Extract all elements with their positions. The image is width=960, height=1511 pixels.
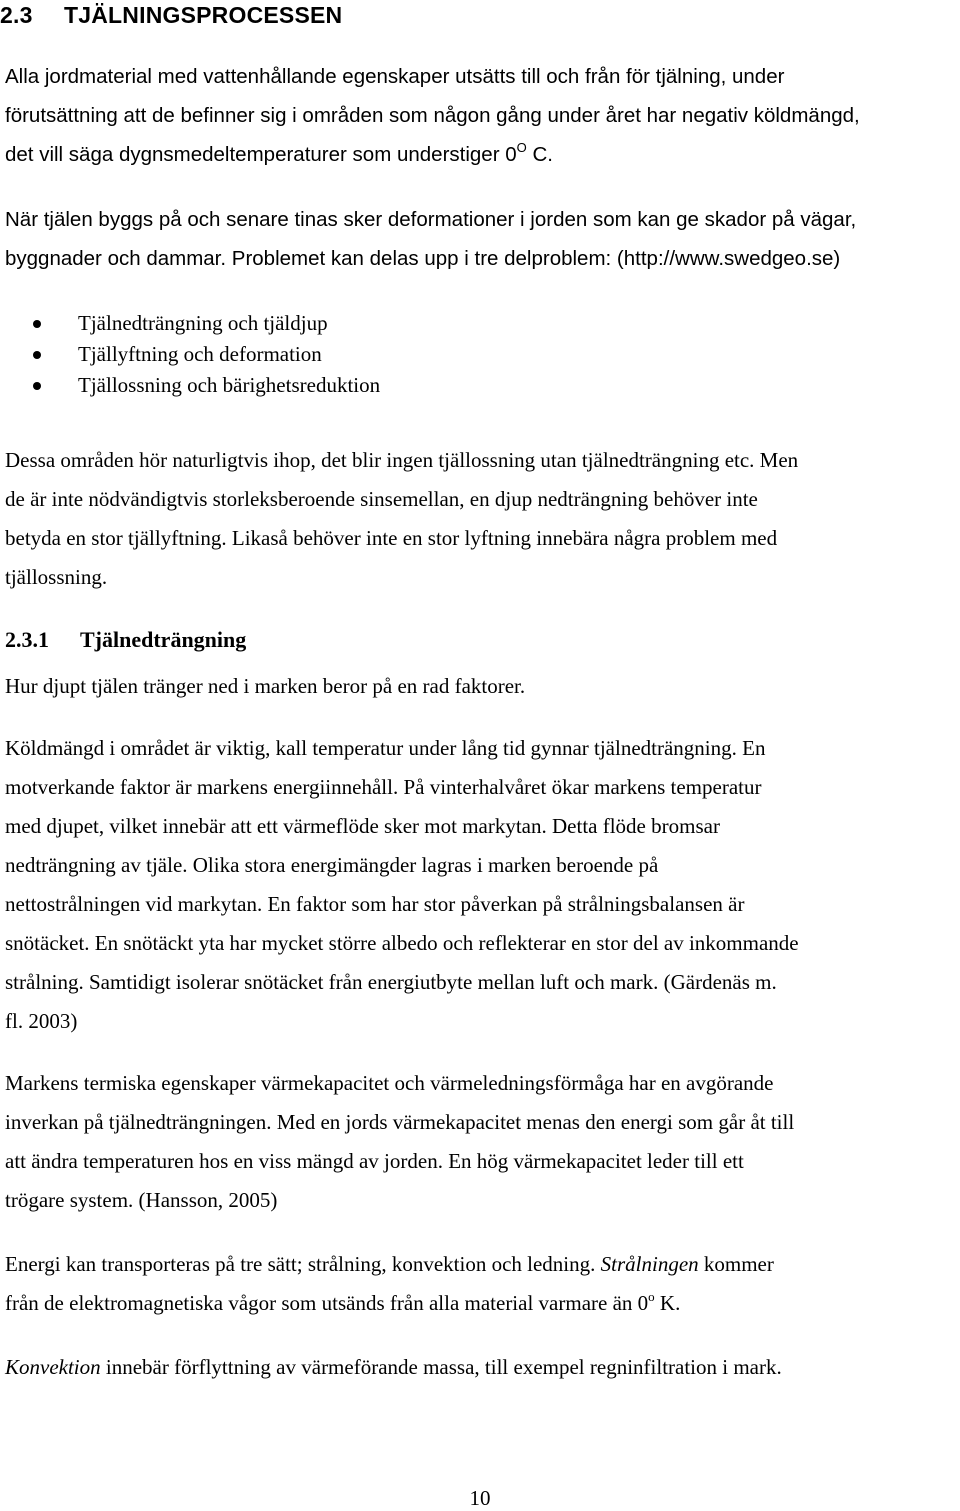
intro-paragraph-1 (5, 57, 957, 174)
emphasis-term: Strålningen (600, 1252, 699, 1276)
list-item-label: Tjällyftning och deformation (78, 342, 322, 366)
paragraph-8 (5, 1348, 957, 1387)
paragraph-6 (5, 1064, 957, 1220)
subsection-heading (5, 622, 246, 658)
text-line: det vill säga dygnsmedeltemperaturer som understiger 0 (5, 143, 517, 166)
subsection-number: 2.3.1 (5, 627, 49, 652)
section-number: 2.3 (0, 2, 33, 28)
text-line: strålning. Samtidigt isolerar snötäcket från energiutbyte mellan luft och mark. (Gärdenäs m. (5, 970, 777, 994)
subsection-title: Tjälnedträngning (80, 627, 247, 652)
text-line: Dessa områden hör naturligtvis ihop, det blir ingen tjällossning utan tjälnedträngning etc. Men (5, 448, 799, 472)
text-line: kommer (698, 1252, 774, 1276)
list-item-label: Tjälnedträngning och tjäldjup (78, 311, 328, 335)
section-heading (0, 2, 342, 29)
list-item-label: Tjällossning och bärighetsreduktion (78, 373, 381, 397)
text-line: K. (654, 1291, 681, 1315)
text-line: fl. 2003) (5, 1009, 78, 1033)
paragraph-7 (5, 1245, 957, 1323)
bullet-icon (33, 382, 41, 390)
text-line: När tjälen byggs på och senare tinas sker deformationer i jorden som kan ge skador på vägar, (5, 208, 857, 231)
bullet-icon (33, 320, 41, 328)
paragraph-5 (5, 729, 957, 1041)
text-line: C. (526, 143, 553, 166)
text-line: förutsättning att de befinner sig i områden som någon gång under året har negativ köldmängd, (5, 104, 860, 127)
bullet-icon (33, 351, 41, 359)
text-line: Alla jordmaterial med vattenhållande egenskaper utsätts till och från för tjälning, under (5, 65, 785, 88)
subproblem-list (0, 308, 380, 401)
list-item (0, 339, 380, 370)
text-line: byggnader och dammar. Problemet kan delas upp i tre delproblem: (http://www.swedgeo.se) (5, 247, 841, 270)
text-line: Energi kan transporteras på tre sätt; strålning, konvektion och ledning. (5, 1252, 601, 1276)
text-line: Hur djupt tjälen tränger ned i marken beror på en rad faktorer. (5, 674, 526, 698)
text-line: att ändra temperaturen hos en viss mängd av jorden. En hög värmekapacitet leder till ett (5, 1149, 744, 1173)
degree-superscript: O (516, 140, 527, 155)
text-line: betyda en stor tjällyftning. Likaså behöver inte en stor lyftning innebära några problem med (5, 526, 778, 550)
text-line: Köldmängd i området är viktig, kall temperatur under lång tid gynnar tjälnedträngning. En (5, 736, 766, 760)
page-number: 10 (469, 1486, 491, 1510)
text-line: tjällossning. (5, 565, 108, 589)
text-line: nedträngning av tjäle. Olika stora energimängder lagras i marken beroende på (5, 853, 659, 877)
text-line: trögare system. (Hansson, 2005) (5, 1188, 278, 1212)
list-item (0, 370, 380, 401)
text-line: snötäcket. En snötäckt yta har mycket större albedo och reflekterar en stor del av inkommande (5, 931, 799, 955)
intro-paragraph-2 (5, 200, 957, 278)
text-line: med djupet, vilket innebär att ett värmeflöde sker mot markytan. Detta flöde bromsar (5, 814, 720, 838)
text-line: Markens termiska egenskaper värmekapacitet och värmeledningsförmåga har en avgörande (5, 1071, 774, 1095)
paragraph-3 (5, 441, 957, 597)
emphasis-term: Konvektion (5, 1355, 101, 1379)
text-line: inverkan på tjälnedträngningen. Med en jords värmekapacitet menas den energi som går åt till (5, 1110, 795, 1134)
list-item (0, 308, 380, 339)
paragraph-4 (5, 667, 957, 706)
text-line: från de elektromagnetiska vågor som utsänds från alla material varmare än 0 (5, 1291, 649, 1315)
section-title: TJÄLNINGSPROCESSEN (64, 2, 343, 28)
text-line: motverkande faktor är markens energiinnehåll. På vinterhalvåret ökar markens temperatur (5, 775, 762, 799)
text-line: innebär förflyttning av värmeförande massa, till exempel regninfiltration i mark. (100, 1355, 782, 1379)
text-line: nettostrålningen vid markytan. En faktor som har stor påverkan på strålningsbalansen är (5, 892, 745, 916)
degree-superscript: o (648, 1289, 655, 1304)
text-line: de är inte nödvändigtvis storleksberoende sinsemellan, en djup nedträngning behöver inte (5, 487, 758, 511)
